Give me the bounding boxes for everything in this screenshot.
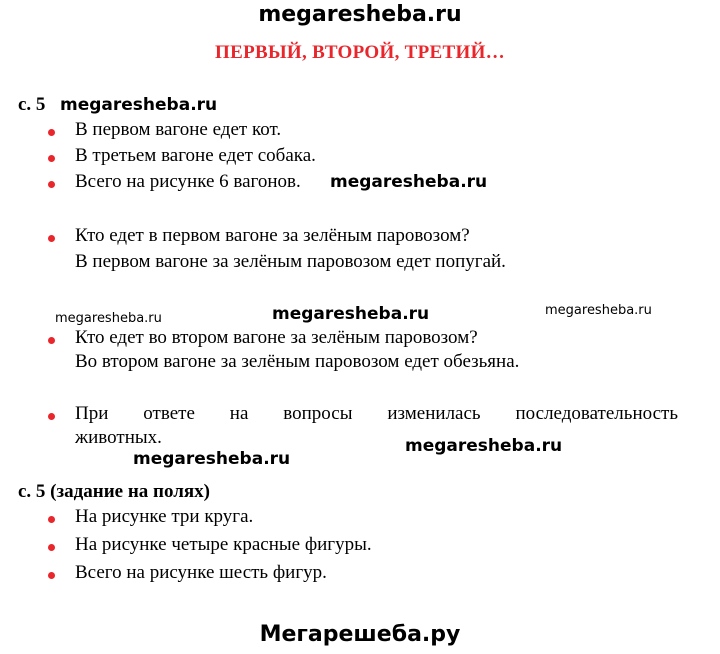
watermark-center: megaresheba.ru	[272, 304, 430, 324]
list-item: Всего на рисунке 6 вагонов.	[75, 171, 301, 192]
section-label: с. 5 (задание на полях)	[18, 481, 210, 502]
list-item: В первом вагоне едет кот.	[75, 119, 282, 140]
watermark-left: megaresheba.ru	[55, 311, 162, 326]
bullet-icon	[48, 516, 55, 523]
conclusion-text: При ответе на вопросы изменилась последовательность	[75, 403, 678, 424]
bullet-icon	[48, 155, 55, 162]
bullet-icon	[48, 129, 55, 136]
bullet-icon	[48, 544, 55, 551]
answer-text: Во втором вагоне за зелёным паровозом едет обезьяна.	[75, 351, 520, 372]
question-text: Кто едет во втором вагоне за зелёным паровозом?	[75, 327, 478, 348]
watermark-right: megaresheba.ru	[405, 436, 563, 456]
watermark-section: megaresheba.ru	[60, 95, 218, 115]
list-item: В третьем вагоне едет собака.	[75, 145, 316, 166]
bullet-icon	[48, 572, 55, 579]
watermark-left: megaresheba.ru	[133, 449, 291, 469]
bullet-icon	[48, 413, 55, 420]
list-item: Всего на рисунке шесть фигур.	[75, 562, 327, 583]
conclusion-text-cont: животных.	[75, 427, 162, 448]
answer-text: В первом вагоне за зелёным паровозом едет попугай.	[75, 251, 506, 272]
watermark-inline: megaresheba.ru	[330, 172, 488, 192]
bullet-icon	[48, 181, 55, 188]
page-title: ПЕРВЫЙ, ВТОРОЙ, ТРЕТИЙ…	[215, 42, 505, 63]
bullet-icon	[48, 337, 55, 344]
list-item: На рисунке четыре красные фигуры.	[75, 534, 372, 555]
watermark-right: megaresheba.ru	[545, 303, 652, 318]
bullet-icon	[48, 235, 55, 242]
section-label: с. 5	[18, 94, 46, 115]
question-text: Кто едет в первом вагоне за зелёным паровозом?	[75, 225, 470, 246]
watermark-bottom: Мегарешеба.ру	[259, 622, 461, 647]
watermark-top: megaresheba.ru	[258, 2, 462, 27]
list-item: На рисунке три круга.	[75, 506, 254, 527]
